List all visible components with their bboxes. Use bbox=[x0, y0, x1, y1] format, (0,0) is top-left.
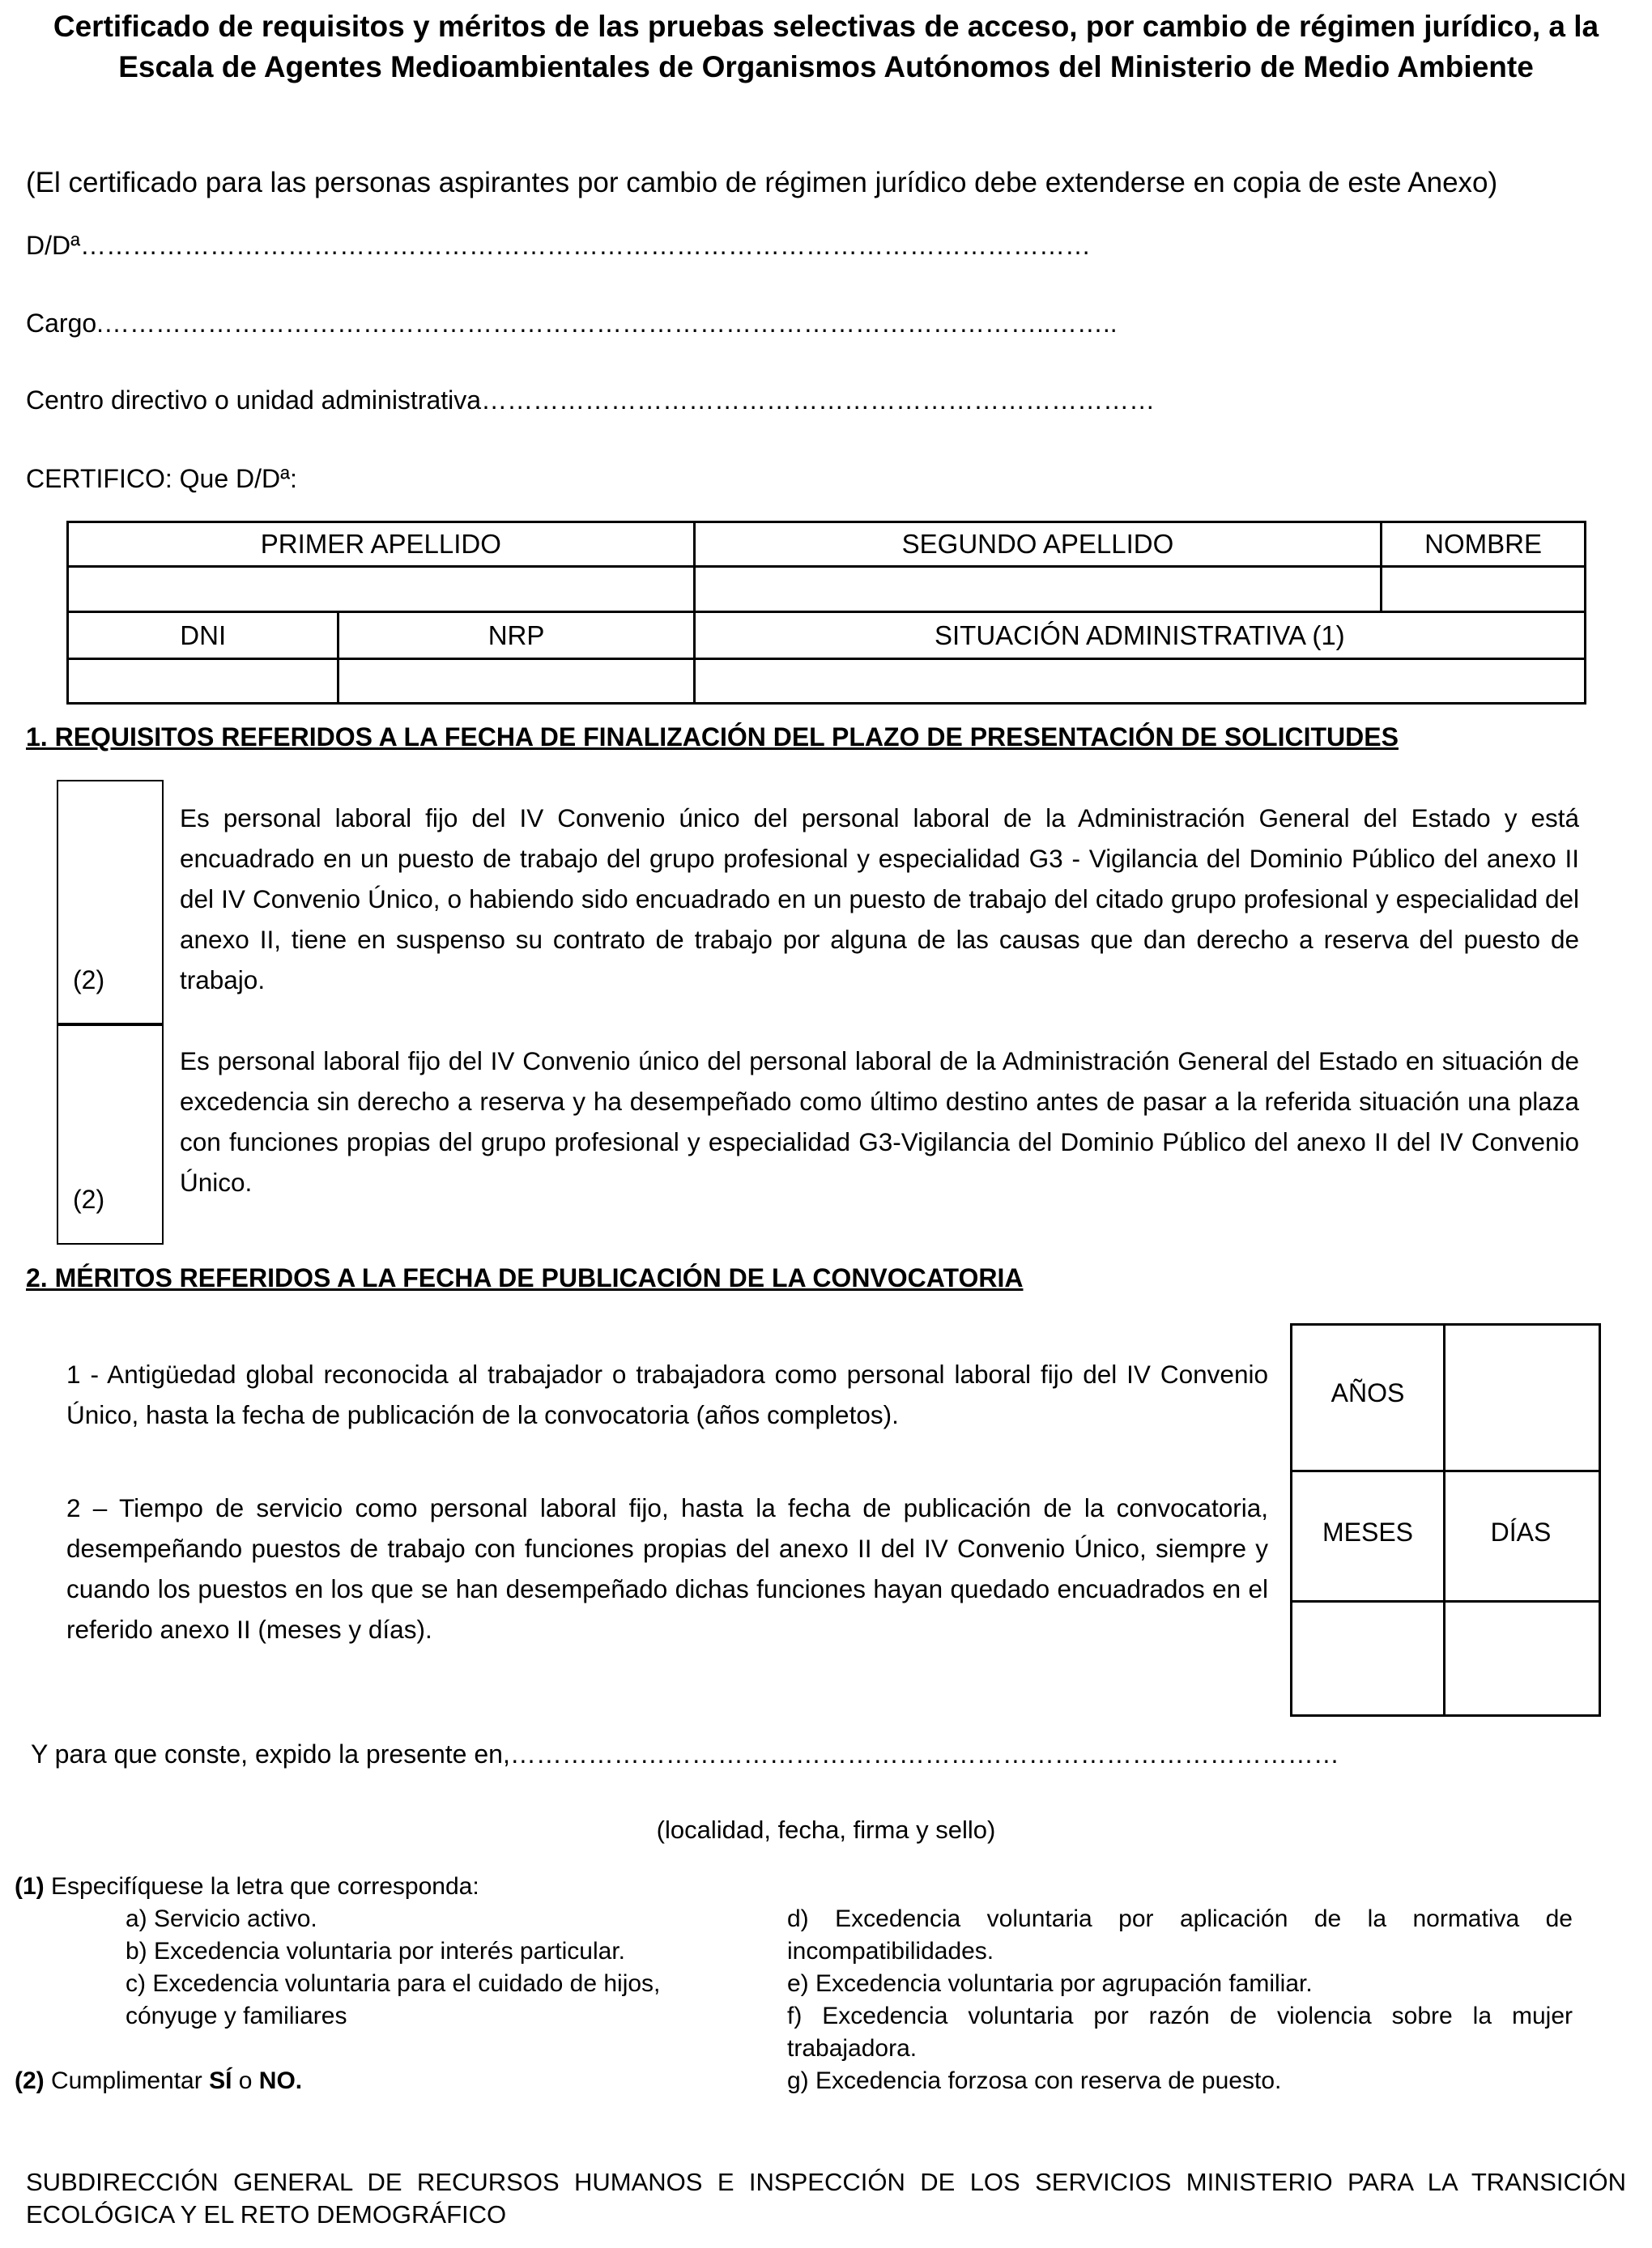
anos-label: AÑOS bbox=[1331, 1378, 1405, 1407]
note-g: g) Excedencia forzosa con reserva de puesto. bbox=[787, 2067, 1282, 2094]
nrp-header: NRP bbox=[338, 612, 694, 659]
note2 bbox=[15, 2065, 302, 2097]
note1-text: Especifíquese la letra que corresponda: bbox=[44, 1873, 479, 1900]
identification-table bbox=[66, 521, 1586, 705]
situacion-header: SITUACIÓN ADMINISTRATIVA (1) bbox=[694, 612, 1585, 659]
merit-grid-divider-h1 bbox=[1290, 1470, 1601, 1472]
primer-apellido-header: PRIMER APELLIDO bbox=[68, 522, 695, 567]
section2-heading: 2. MÉRITOS REFERIDOS A LA FECHA DE PUBLICACIÓN DE LA CONVOCATORIA bbox=[26, 1263, 1024, 1292]
anos-input[interactable] bbox=[1446, 1326, 1596, 1470]
note-d: d) Excedencia voluntaria por aplicación de la normativa de incompatibilidades. bbox=[787, 1905, 1573, 1965]
requirement2-mark: (2) bbox=[73, 1185, 105, 1214]
centro-field[interactable]: Centro directivo o unidad administrativa…………………………………………………………………… bbox=[26, 385, 1156, 415]
dd-field[interactable]: D/Dª……………………………………………………………………………………………………… bbox=[26, 231, 1091, 260]
nombre-cell[interactable] bbox=[1382, 567, 1586, 612]
note1-mark: (1) bbox=[15, 1873, 45, 1900]
primer-apellido-cell[interactable] bbox=[68, 567, 695, 612]
note2-si: SÍ bbox=[209, 2067, 232, 2094]
requirement1-text: Es personal laboral fijo del IV Convenio único del personal laboral de la Administración General del Estado y está encuadrado en un puesto de trabajo del grupo profesional y especialidad G3 - Vigilancia del Dominio Público del anexo II del IV Convenio Único, o habiendo sido encuadrado en un puesto de trabajo del citado grupo profesional y especialidad del anexo II, tiene en suspenso su contrato de trabajo por alguna de las causas que dan derecho a reserva del puesto de trabajo. bbox=[180, 803, 1579, 994]
note2-no: NO. bbox=[258, 2067, 303, 2094]
requirement2-text: Es personal laboral fijo del IV Convenio único del personal laboral de la Administración General del Estado en situación de excedencia sin derecho a reserva y ha desempeñado como último destino antes de pasar a la referida situación una plaza con funciones propias del grupo profesional y especialidad G3-Vigilancia del Dominio Público del anexo II del IV Convenio Único. bbox=[180, 1046, 1579, 1197]
note-e: e) Excedencia voluntaria por agrupación familiar. bbox=[787, 1970, 1313, 1997]
note-b: b) Excedencia voluntaria por interés particular. bbox=[126, 1938, 625, 1965]
dni-header: DNI bbox=[68, 612, 338, 659]
segundo-apellido-cell[interactable] bbox=[694, 567, 1382, 612]
section1-heading: 1. REQUISITOS REFERIDOS A LA FECHA DE FINALIZACIÓN DEL PLAZO DE PRESENTACIÓN DE SOLICITUDES bbox=[26, 722, 1399, 751]
dni-cell[interactable] bbox=[68, 659, 338, 704]
footer-department: SUBDIRECCIÓN GENERAL DE RECURSOS HUMANOS E INSPECCIÓN DE LOS SERVICIOS MINISTERIO PARA LA TRANSICIÓN ECOLÓGICA Y EL RETO DEMOGRÁFICO bbox=[26, 2168, 1626, 2229]
page-title: Certificado de requisitos y méritos de las pruebas selectivas de acceso, por cambio de régimen jurídico, a la Escala de Agentes Medioambientales de Organismos Autónomos del Ministerio de Medio Ambiente bbox=[53, 10, 1599, 83]
meses-label: MESES bbox=[1322, 1518, 1414, 1547]
dias-input[interactable] bbox=[1446, 1603, 1596, 1712]
nrp-cell[interactable] bbox=[338, 659, 694, 704]
meses-input[interactable] bbox=[1292, 1603, 1443, 1712]
certifico-label: CERTIFICO: Que D/Dª: bbox=[26, 464, 297, 493]
situacion-cell[interactable] bbox=[694, 659, 1585, 704]
merit2-text: 2 – Tiempo de servicio como personal laboral fijo, hasta la fecha de publicación de la convocatoria, desempeñando puestos de trabajo con funciones propias del anexo II del IV Convenio Único, siempre y cuando los puestos en los que se han desempeñado dichas funciones hayan quedado encuadrados en el referido anexo II (meses y días). bbox=[66, 1493, 1268, 1644]
note2-mark: (2) bbox=[15, 2067, 45, 2094]
cargo-field[interactable]: Cargo.………………………………………………………………………………………………..…….. bbox=[26, 309, 1118, 338]
note-f: f) Excedencia voluntaria por razón de violencia sobre la mujer trabajadora. bbox=[787, 2003, 1573, 2062]
dias-label: DÍAS bbox=[1490, 1518, 1552, 1547]
note2-text: Cumplimentar bbox=[44, 2067, 210, 2094]
note-c: c) Excedencia voluntaria para el cuidado de hijos, cónyuge y familiares bbox=[126, 1970, 661, 2029]
signature-note: (localidad, fecha, firma y sello) bbox=[656, 1816, 996, 1844]
note1-heading bbox=[15, 1871, 479, 1903]
note-a: a) Servicio activo. bbox=[126, 1905, 317, 1932]
requirement1-mark: (2) bbox=[73, 965, 105, 994]
merit1-text: 1 - Antigüedad global reconocida al trabajador o trabajadora como personal laboral fijo del IV Convenio Único, hasta la fecha de publicación de la convocatoria (años completos). bbox=[66, 1360, 1268, 1429]
closing-line[interactable]: Y para que conste, expido la presente en,…………………………………………………………………………………… bbox=[31, 1739, 1339, 1769]
note2-o: o bbox=[232, 2067, 259, 2094]
segundo-apellido-header: SEGUNDO APELLIDO bbox=[694, 522, 1382, 567]
nombre-header: NOMBRE bbox=[1382, 522, 1586, 567]
intro-note: (El certificado para las personas aspirantes por cambio de régimen jurídico debe extenderse en copia de este Anexo) bbox=[26, 167, 1498, 198]
